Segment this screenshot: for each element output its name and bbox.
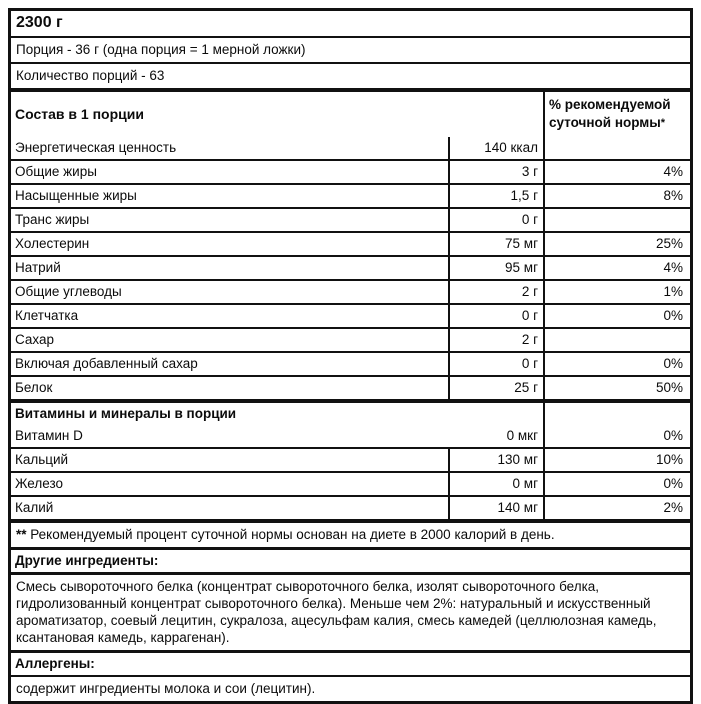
nutrient-name: Транс жиры	[15, 212, 90, 227]
serving-size: Порция - 36 г (одна порция = 1 мерной ложки)	[16, 42, 306, 57]
nutrient-row	[11, 183, 690, 207]
nutrient-name: Общие жиры	[15, 164, 97, 179]
footnote-marker: **	[16, 527, 27, 542]
nutrient-rows	[11, 137, 690, 399]
footnote-text: Рекомендуемый процент суточной нормы основан на диете в 2000 калорий в день.	[26, 527, 555, 542]
nutrient-row	[11, 137, 690, 159]
nutrient-row	[11, 375, 690, 399]
nutrient-amount: 75 мг	[448, 233, 543, 255]
daily-value-header-asterisk: *	[660, 117, 666, 129]
nutrient-amount: 0 г	[448, 305, 543, 327]
total-weight: 2300 г	[16, 14, 63, 31]
nutrient-daily-value: 4%	[543, 161, 690, 183]
servings-count: Количество порций - 63	[16, 68, 165, 83]
nutrient-name: Насыщенные жиры	[15, 188, 137, 203]
nutrient-row	[11, 255, 690, 279]
nutrient-daily-value: 25%	[543, 233, 690, 255]
nutrient-daily-value: 8%	[543, 185, 690, 207]
vitamin-row	[11, 447, 690, 471]
allergens-text: содержит ингредиенты молока и сои (лецитин).	[16, 681, 316, 696]
nutrient-name: Натрий	[15, 260, 61, 275]
vitamin-name-amount	[11, 425, 543, 447]
nutrient-name: Белок	[15, 380, 53, 395]
allergens-text-row	[11, 675, 690, 701]
footnote	[11, 523, 690, 547]
vitamin-name: Витамин D	[15, 428, 83, 443]
vitamin-row	[11, 425, 690, 447]
daily-value-header-line2: суточной нормы	[549, 115, 661, 130]
nutrient-daily-value: 50%	[543, 377, 690, 399]
nutrient-name: Клетчатка	[15, 308, 79, 323]
nutrient-row	[11, 303, 690, 327]
vitamin-row	[11, 471, 690, 495]
nutrient-amount: 0 г	[448, 209, 543, 231]
vitamins-section-dv-spacer	[543, 403, 690, 425]
nutrient-amount: 95 мг	[448, 257, 543, 279]
nutrient-daily-value: 4%	[543, 257, 690, 279]
nutrient-daily-value: 1%	[543, 281, 690, 303]
servings-count-row	[11, 62, 690, 88]
vitamin-row	[11, 495, 690, 519]
nutrient-name: Энергетическая ценность	[15, 140, 177, 155]
allergens-title: Аллергены:	[15, 656, 95, 671]
nutrient-name: Включая добавленный сахар	[15, 356, 198, 371]
nutrient-name: Сахар	[15, 332, 55, 347]
vitamin-name: Калий	[15, 500, 54, 515]
nutrient-daily-value	[543, 137, 690, 159]
vitamins-section-row	[11, 399, 690, 425]
serving-size-row	[11, 36, 690, 62]
other-ingredients-title: Другие ингредиенты:	[15, 553, 159, 568]
nutrient-amount: 140 ккал	[448, 137, 543, 159]
table-header-row	[11, 88, 690, 137]
vitamin-amount: 0 мг	[448, 473, 543, 495]
daily-value-column-header	[543, 92, 690, 137]
nutrition-label	[8, 8, 693, 704]
nutrient-row	[11, 231, 690, 255]
allergens-title-row	[11, 650, 690, 675]
nutrient-row	[11, 159, 690, 183]
nutrient-amount: 2 г	[448, 329, 543, 351]
vitamin-name: Кальций	[15, 452, 69, 467]
vitamins-section-title: Витамины и минералы в порции	[15, 406, 237, 421]
nutrient-daily-value	[543, 209, 690, 231]
nutrient-row	[11, 207, 690, 231]
vitamin-daily-value: 0%	[543, 473, 690, 495]
vitamin-amount: 140 мг	[448, 497, 543, 519]
nutrient-row	[11, 279, 690, 303]
nutrient-name: Общие углеводы	[15, 284, 122, 299]
other-ingredients-title-row	[11, 547, 690, 572]
vitamin-daily-value: 2%	[543, 497, 690, 519]
vitamin-amount: 130 мг	[448, 449, 543, 471]
nutrient-amount: 1,5 г	[448, 185, 543, 207]
nutrient-daily-value	[543, 329, 690, 351]
other-ingredients-text: Смесь сывороточного белка (концентрат сывороточного белка, изолят сывороточного белка, гидролизованный концентрат сывороточного белка). Меньше чем 2%: натуральный и искусственный ароматизатор, соевый лецитин, сукралоза, ацесульфам калия, смесь камедей (целлюлозная камедь, ксантановая камедь, каррагенан).	[16, 579, 657, 645]
nutrient-name: Холестерин	[15, 236, 90, 251]
vitamin-amount: 0 мкг	[506, 428, 538, 443]
vitamin-name: Железо	[15, 476, 63, 491]
other-ingredients-text-row	[11, 572, 690, 650]
nutrient-daily-value: 0%	[543, 353, 690, 375]
footnote-row	[11, 519, 690, 547]
nutrient-row	[11, 327, 690, 351]
total-weight-row	[11, 11, 690, 36]
nutrient-daily-value: 0%	[543, 305, 690, 327]
nutrient-amount: 25 г	[448, 377, 543, 399]
vitamin-rows	[11, 425, 690, 519]
nutrient-amount: 0 г	[448, 353, 543, 375]
nutrient-row	[11, 351, 690, 375]
nutrient-amount: 3 г	[448, 161, 543, 183]
daily-value-header-line1: % рекомендуемой	[549, 97, 671, 112]
nutrient-amount: 2 г	[448, 281, 543, 303]
composition-column-header: Состав в 1 порции	[15, 106, 144, 122]
vitamin-daily-value: 10%	[543, 449, 690, 471]
vitamin-daily-value: 0%	[543, 425, 690, 447]
